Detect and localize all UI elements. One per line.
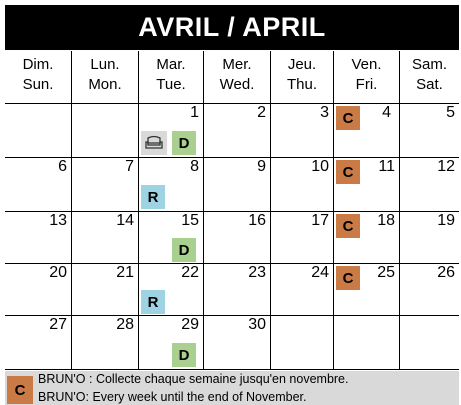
day-cell [270,157,333,211]
day-cell [203,103,270,157]
compost-badge: C [336,266,360,290]
day-number: 10 [311,158,329,175]
day-number: 8 [190,158,199,175]
day-cell [333,211,399,263]
day-fr: Lun. [90,56,120,73]
day-cell [71,263,138,315]
armchair-icon [141,131,167,155]
day-fr: Jeu. [287,56,317,73]
day-cell [399,157,459,211]
day-en: Fri. [355,76,378,93]
day-cell [203,157,270,211]
day-number: 20 [49,264,67,281]
day-number: 9 [257,158,266,175]
day-number: 27 [49,316,67,333]
day-number: 24 [311,264,329,281]
day-header-friday [334,51,400,103]
day-header-wednesday [204,51,271,103]
day-number: 28 [116,316,134,333]
day-cell [138,263,203,315]
day-en: Thu. [286,76,317,93]
day-en: Mon. [88,76,122,93]
grid-line [5,369,459,370]
day-en: Sun. [22,76,54,93]
day-fr: Mer. [222,56,252,73]
day-fr: Sam. [411,56,447,73]
day-number: 21 [116,264,134,281]
day-number: 5 [446,104,455,121]
day-cell [138,157,203,211]
day-number: 15 [181,212,199,229]
compost-badge: C [336,106,360,130]
day-cell [203,263,270,315]
day-cell [203,315,270,369]
day-cell [399,263,459,315]
month-title: AVRIL / APRIL [5,5,459,50]
compost-badge: C [7,376,33,404]
day-cell [333,263,399,315]
garbage-badge: D [172,131,196,155]
calendar [5,5,459,403]
recycling-badge: R [141,185,165,209]
day-cell [71,315,138,369]
day-number: 2 [257,104,266,121]
day-fr: Dim. [22,56,54,73]
garbage-badge: D [172,238,196,262]
day-number: 12 [437,158,455,175]
day-number: 23 [248,264,266,281]
day-header-saturday [400,51,459,103]
day-en: Tue. [156,76,186,93]
day-number: 3 [320,104,329,121]
day-cell [138,211,203,263]
day-fr: Ven. [351,56,382,73]
day-cell [333,157,399,211]
day-cell [138,315,203,369]
day-number: 29 [181,316,199,333]
legend-text-fr: BRUN'O : Collecte chaque semaine jusqu'en novembre. [38,372,349,386]
day-header-sunday [5,51,72,103]
day-fr: Mar. [156,56,186,73]
day-cell [5,157,71,211]
legend-text-en: BRUN'O: Every week until the end of November. [38,390,307,404]
day-en: Wed. [219,76,255,93]
day-number: 26 [437,264,455,281]
recycling-badge: R [141,290,165,314]
day-cell [71,211,138,263]
day-number: 11 [378,158,395,175]
day-cell [71,157,138,211]
day-cell [5,211,71,263]
day-cell [203,211,270,263]
compost-badge: C [336,160,360,184]
day-number: 18 [377,212,395,229]
day-number: 17 [311,212,329,229]
day-number: 19 [437,212,455,229]
day-cell [270,103,333,157]
day-number: 7 [125,158,134,175]
day-cell [270,211,333,263]
day-number: 30 [248,316,266,333]
day-en: Sat. [416,76,443,93]
day-number: 13 [49,212,67,229]
day-number: 4 [382,104,391,121]
day-number: 16 [248,212,266,229]
day-number: 1 [190,104,199,121]
day-number: 22 [181,264,199,281]
day-cell [138,103,203,157]
legend [5,371,459,405]
day-number: 14 [116,212,134,229]
day-number: 6 [58,158,67,175]
day-cell [270,263,333,315]
compost-badge: C [336,214,360,238]
day-cell [5,315,71,369]
day-header-thursday [271,51,334,103]
day-header-monday [72,51,139,103]
day-cell [399,103,459,157]
day-cell [399,211,459,263]
day-cell [333,103,399,157]
day-number: 25 [377,264,395,281]
day-header-tuesday [139,51,204,103]
day-cell [5,263,71,315]
garbage-badge: D [172,343,196,367]
